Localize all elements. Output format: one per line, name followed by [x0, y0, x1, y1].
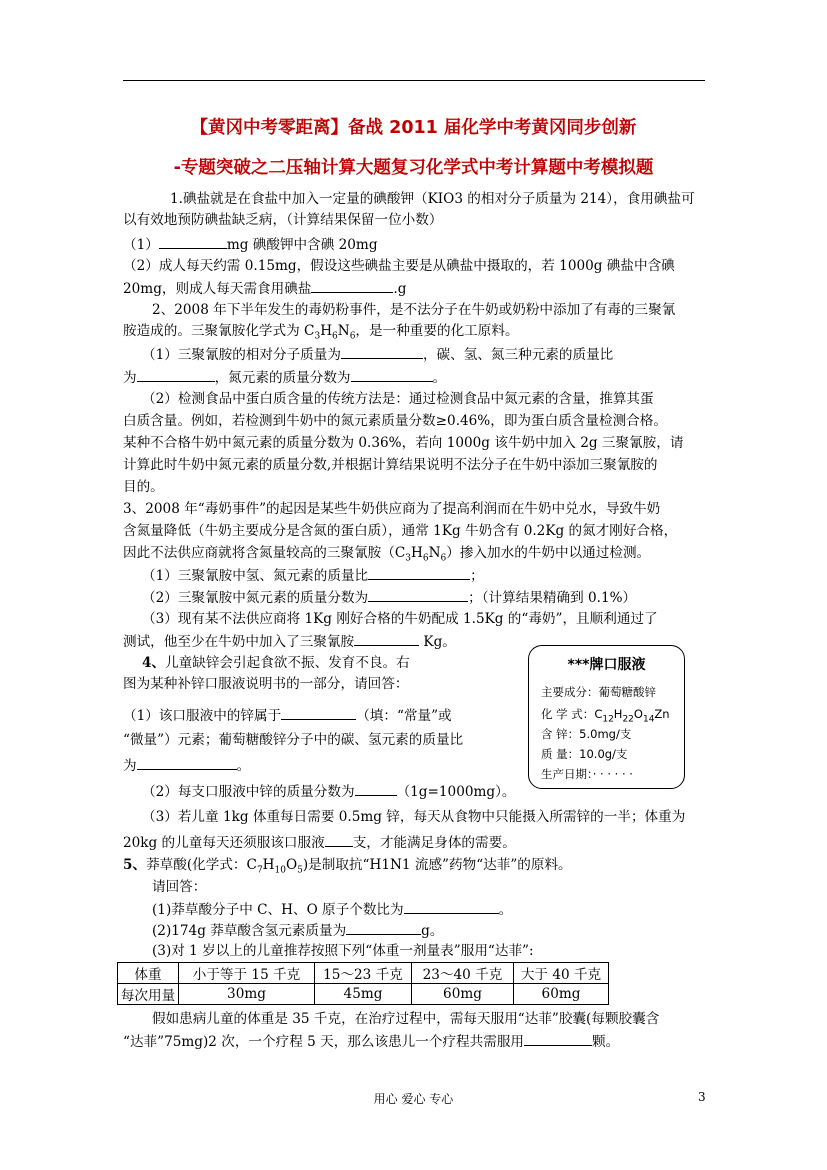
document-title: 【黄冈中考零距离】备战 2011 届化学中考黄冈同步创新: [190, 118, 637, 138]
q2-line: 计算此时牛奶中氮元素的质量分数,并根据计算结果说明不法分子在牛奶中添加三聚氰胺的: [123, 457, 658, 473]
q2-formula-line: 胺造成的。三聚氰胺化学式为 $C_3H_6N_6$，是一种重要的化工原料。: [123, 323, 519, 342]
q4-part1: （1）该口服液中的锌属于 （填：“常量”或: [123, 708, 452, 724]
answer-blank[interactable]: [354, 632, 419, 646]
table-cell: 每次用量: [118, 984, 179, 1005]
answer-blank[interactable]: [346, 921, 421, 935]
answer-blank[interactable]: [281, 706, 356, 720]
label-row-date: 生产日期：· · · · · ·: [541, 767, 633, 781]
q3-part3: 测试，他至少在牛奶中加入了三聚氰胺 Kg。: [123, 634, 456, 650]
q3-line: 含氮量降低（牛奶主要成分是含氮的蛋白质），通常 1Kg 牛奶含有 0.2Kg 的氮才刚好合格，: [123, 523, 678, 539]
header-rule: [123, 80, 705, 81]
answer-blank[interactable]: [137, 368, 215, 382]
q4-line: 4、儿童缺锌会引起食欲不振、发育不良。右: [142, 655, 410, 671]
label-row-ingredient: 主要成分：葡萄糖酸锌: [541, 685, 656, 699]
q2-line: （2）检测食品中蛋白质含量的传统方法是：通过检测食品中氮元素的含量，推算其蛋: [142, 391, 654, 407]
q2-line: 目的。: [123, 479, 164, 495]
q5-part2: (2)174g 莽草酸含氢元素质量为 g。: [152, 923, 444, 939]
q3-line: （3）现有某不法供应商将 1Kg 刚好合格的牛奶配成 1.5Kg 的“毒奶”，且顺利通过了: [142, 611, 658, 627]
table-row: [118, 984, 609, 1005]
table-cell: 60mg: [514, 984, 609, 1005]
answer-blank[interactable]: [524, 1032, 592, 1046]
q1-part1: （1） mg 碘酸钾中含碘 20mg: [123, 237, 378, 253]
q4-part1-cont: 为 。: [123, 758, 251, 774]
label-row-mass: 质 量：10.0g/支: [541, 747, 628, 761]
document-subtitle: -专题突破之二压轴计算大题复习化学式中考计算题中考模拟题: [173, 158, 654, 178]
answer-blank[interactable]: [159, 235, 227, 249]
q2-part1-cont: 为 ，氮元素的质量分数为 。: [123, 370, 447, 386]
answer-blank[interactable]: [368, 588, 468, 602]
dose-table: [117, 962, 609, 1005]
answer-blank[interactable]: [368, 566, 470, 580]
q5-line: 5、莽草酸(化学式：$C_7H_{10}O_5$)是制取抗“H1N1 流感”药物“达菲”的原料。: [123, 857, 572, 876]
q2-line: 2、2008 年下半年发生的毒奶粉事件，是不法分子在牛奶或奶粉中添加了有毒的三聚氰: [152, 302, 676, 318]
table-header-cell: 23～40 千克: [412, 963, 514, 984]
q2-part1: （1）三聚氰胺的相对分子质量为 ，碳、氢、氮三种元素的质量比: [142, 347, 614, 363]
table-header-cell: 15～23 千克: [315, 963, 412, 984]
q1-line: 以有效地预防碘盐缺乏病，（计算结果保留一位小数）: [123, 212, 443, 228]
label-row-zinc: 含 锌：5.0mg/支: [541, 727, 632, 741]
answer-blank[interactable]: [311, 279, 393, 293]
table-cell: 30mg: [179, 984, 315, 1005]
answer-blank[interactable]: [351, 368, 433, 382]
q1-part2: 20mg，则成人每天需食用碘盐 .g: [123, 281, 407, 297]
answer-blank[interactable]: [341, 345, 423, 359]
q5-part3: “达菲”75mg)2 次，一个疗程 5 天，那么该患儿一个疗程共需服用 颗。: [123, 1034, 620, 1050]
q4-line: （3）若儿童 1kg 体重每日需要 0.5mg 锌，每天从食物中只能摄入所需锌的一半；体重为: [142, 809, 686, 825]
q4-part3: 20kg 的儿童每天还须服该口服液 支，才能满足身体的需要。: [123, 835, 516, 851]
q1-line: 1.碘盐就是在食盐中加入一定量的碘酸钾（KIO3 的相对分子质量为 214），食用碘盐可: [170, 191, 695, 207]
label-row-formula: 化 学 式：$C_{12}H_{22}O_{14}Zn$: [541, 707, 670, 725]
q3-formula-line: 因此不法供应商就将含氮量较高的三聚氰胺$(C_3H_6N_6)$掺入加水的牛奶中以通过检测。: [123, 545, 651, 564]
table-header-cell: 大于 40 千克: [514, 963, 609, 984]
q3-part1: （1）三聚氰胺中氢、氮元素的质量比 ；: [142, 568, 484, 584]
q4-part2: （2）每支口服液中锌的质量分数为 （1g=1000mg）。: [142, 784, 516, 800]
q3-line: 3、2008 年“毒奶事件”的起因是某些牛奶供应商为了提高利润而在牛奶中兑水，导致牛奶: [123, 501, 661, 517]
table-header-cell: 小于等于 15 千克: [179, 963, 315, 984]
answer-blank[interactable]: [137, 756, 237, 770]
q2-line: 某种不合格牛奶中氮元素的质量分数为 0.36%，若向 1000g 该牛奶中加入 2g 三聚氰胺，请: [123, 435, 684, 451]
q5-part1: (1)莽草酸分子中 C、H、O 原子个数比为 。: [152, 902, 513, 918]
q5-line: (3)对 1 岁以上的儿童推荐按照下列“体重一剂量表”服用“达菲”:: [152, 943, 534, 959]
q2-line: 白质含量。例如，若检测到牛奶中的氮元素质量分数≥0.46%，即为蛋白质含量检测合格。: [123, 413, 667, 429]
q1-line: （2）成人每天约需 0.15mg，假设这些碘盐主要是从碘盐中摄取的，若 1000g 碘盐中含碘: [123, 258, 675, 274]
answer-blank[interactable]: [325, 833, 353, 847]
answer-blank[interactable]: [404, 900, 499, 914]
label-box-title: ***牌口服液: [567, 657, 646, 673]
table-row: [118, 963, 609, 984]
table-header-cell: 体重: [118, 963, 179, 984]
oral-liquid-label-box: [528, 645, 685, 789]
page-number: 3: [698, 1090, 706, 1104]
q5-line: 假如患病儿童的体重是 35 千克，在治疗过程中，需每天服用“达菲”胶囊(每颗胶囊含: [152, 1011, 660, 1027]
table-cell: 60mg: [412, 984, 514, 1005]
q4-line: “微量”）元素；葡萄糖酸锌分子中的碳、氢元素的质量比: [123, 732, 464, 748]
q5-line: 请回答：: [152, 879, 207, 895]
q3-part2: （2）三聚氰胺中氮元素的质量分数为 ；（计算结果精确到 0.1%）: [142, 590, 637, 606]
table-cell: 45mg: [315, 984, 412, 1005]
q4-line: 图为某种补锌口服液说明书的一部分，请回答：: [123, 676, 409, 692]
page-footer: 用心 爱心 专心: [373, 1092, 454, 1106]
answer-blank[interactable]: [355, 782, 397, 796]
